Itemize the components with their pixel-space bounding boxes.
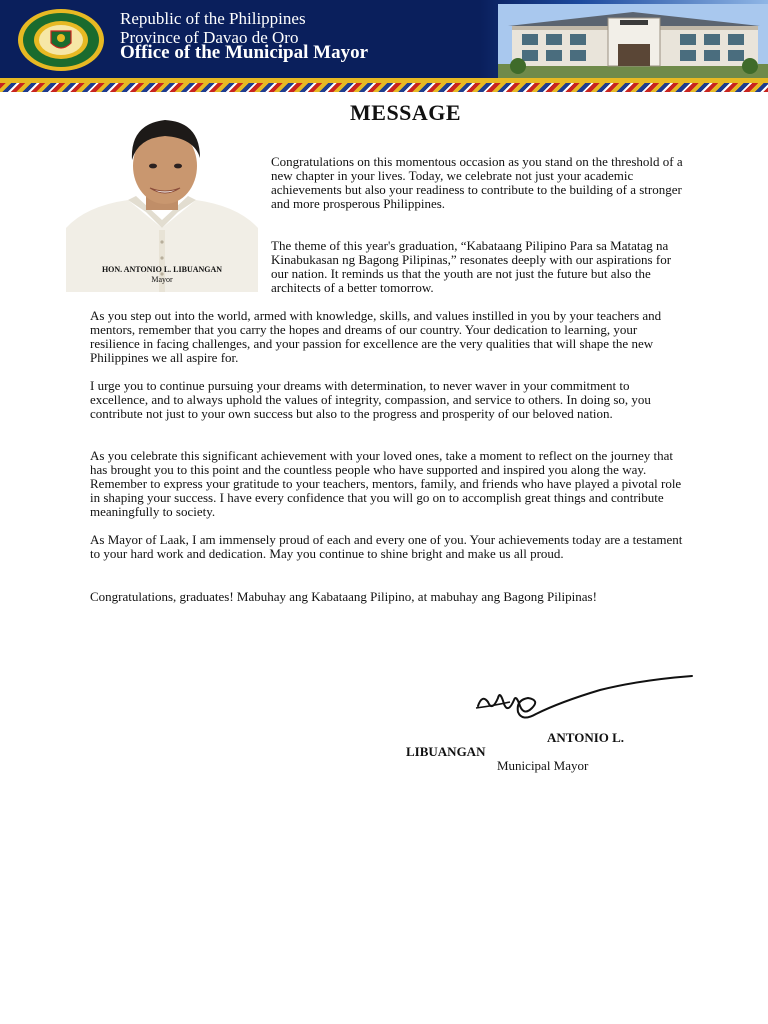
- message-paragraph-1: Congratulations on this momentous occasion as you stand on the threshold of a new chapter in your lives. Today, we celebrate not just your academic achievements but also your readiness to contribute to the building of a stronger and more prosperous Philippines.: [271, 154, 683, 211]
- message-paragraph-6: As Mayor of Laak, I am immensely proud of each and every one of you. Your achievements today are a testament to your hard work and dedication. May you continue to shine bright and make us all proud.: [90, 532, 683, 561]
- portrait-caption-role: Mayor: [151, 275, 173, 284]
- portrait-caption-name: HON. ANTONIO L. LIBUANGAN: [101, 265, 223, 274]
- municipal-hall-building-icon: [498, 4, 768, 78]
- handwritten-signature: [470, 668, 695, 728]
- header-office: Office of the Municipal Mayor: [120, 42, 369, 63]
- header-province: Province of Davao de Oro: [120, 28, 299, 47]
- message-title: MESSAGE: [350, 100, 462, 125]
- message-paragraph-4: I urge you to continue pursuing your dreams with determination, to never waver in your commitment to excellence, and to always uphold the values of integrity, compassion, and service to others. In doing so, you contribute not just to your own success but also to the progress and prosperity of our beloved nation.: [90, 378, 651, 421]
- municipal-seal-icon: [16, 7, 106, 73]
- banner-woven-border: [0, 83, 768, 92]
- message-paragraph-3: As you step out into the world, armed with knowledge, skills, and values instilled in you by your teachers and mentors, remember that you carry the hopes and dreams of our country. Your dedication to learning, your resilience in facing challenges, and your passion for excellence are the very qualities that will shape the new Philippines we all aspire for.: [90, 308, 662, 365]
- signatory-name-part1: ANTONIO L.: [547, 730, 625, 745]
- message-paragraph-7: Congratulations, graduates! Mabuhay ang Kabataang Pilipino, at mabuhay ang Bagong Pilipinas!: [90, 589, 597, 604]
- signatory-name-part2: LIBUANGAN: [406, 744, 486, 759]
- message-paragraph-5: As you celebrate this significant achievement with your loved ones, take a moment to reflect on the journey that has brought you to this point and the countless people who have supported and inspired you along the way. Remember to express your gratitude to your teachers, mentors, family, and friends who have played a pivotal role in shaping your success. I have every confidence that you will go on to accomplish great things and contribute meaningfully to society.: [90, 448, 682, 519]
- message-paragraph-2: The theme of this year's graduation, “Kabataang Pilipino Para sa Matatag na Kinabukasan ng Bagong Pilipinas,” resonates deeply with our aspirations for our nation. It reminds us that the youth are not just the future but also the architects of a better tomorrow.: [271, 238, 672, 295]
- header-republic: Republic of the Philippines: [120, 9, 306, 28]
- signatory-position: Municipal Mayor: [497, 758, 589, 773]
